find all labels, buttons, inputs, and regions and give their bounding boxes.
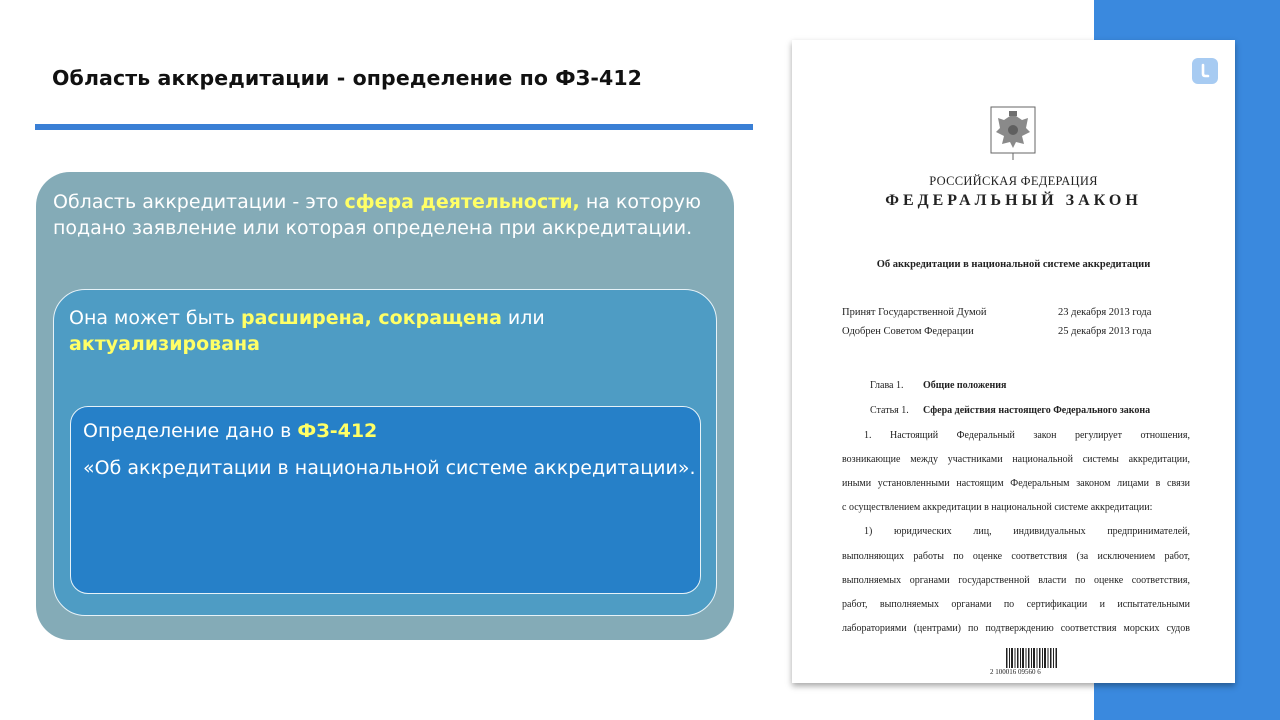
paragraph-line: иными установленными настоящим Федеральным законом лицами в связи [842,478,1190,489]
law-document-image [792,40,1235,683]
chapter-title: Общие положения [923,380,1007,391]
adopted-label: Принят Государственной Думой [842,307,987,318]
barcode-number: 2 100016 09560 6 [990,668,1041,676]
highlight-text: расширена, сокращена [240,307,502,329]
paragraph-line: 1) юридических лиц, индивидуальных предпринимателей, [864,526,1190,537]
highlight-text: ФЗ-412 [297,420,378,442]
title-underline [35,124,753,130]
paragraph-line: выполняемых органами государственной власти по оценке соответствия, [842,575,1190,586]
document-type: ФЕДЕРАЛЬНЫЙ ЗАКОН [885,192,1142,209]
l-badge-icon[interactable] [1192,58,1218,84]
mid-box-line-2 [69,331,260,357]
approved-date: 25 декабря 2013 года [1058,326,1152,337]
inner-box-line-1: Определение дано в ФЗ-412 [83,420,378,442]
slide-title: Область аккредитации - определение по ФЗ-412 [52,66,643,90]
highlight-text: актуализирована [69,333,260,355]
paragraph-line: лабораториями (центрами) по подтверждению соответствия морских судов [842,623,1190,634]
paragraph-line: возникающие между участниками национальной системы аккредитации, [842,454,1190,465]
highlight-text: сфера деятельности, [344,191,580,213]
article-label: Статья 1. [870,405,909,416]
paragraph-line: работ, выполняемых органами по сертификации и испытательными [842,599,1190,610]
chapter-label: Глава 1. [870,380,904,391]
article-title: Сфера действия настоящего Федерального закона [923,405,1151,416]
paragraph-line: 1. Настоящий Федеральный закон регулирует отношения, [864,430,1190,441]
coat-of-arms-icon [990,106,1036,162]
inner-box-line-2: «Об аккредитации в национальной системе аккредитации». [83,457,696,479]
document-country: РОССИЙСКАЯ ФЕДЕРАЦИЯ [929,174,1098,188]
barcode-icon [1006,648,1058,670]
paragraph-line: с осуществлением аккредитации в национальной системе аккредитации: [842,502,1153,513]
approved-label: Одобрен Советом Федерации [842,326,974,337]
adopted-date: 23 декабря 2013 года [1058,307,1152,318]
paragraph-line: выполняющих работы по оценке соответствия (за исключением работ, [842,551,1190,562]
outer-box-line-1: Область аккредитации - это сфера деятельности, на которую [53,191,702,213]
document-law-title: Об аккредитации в национальной системе аккредитации [876,259,1151,270]
outer-box-line-2: подано заявление или которая определена при аккредитации. [53,217,693,239]
mid-box-line-1: Она может быть расширена, сокращена или [69,307,545,329]
